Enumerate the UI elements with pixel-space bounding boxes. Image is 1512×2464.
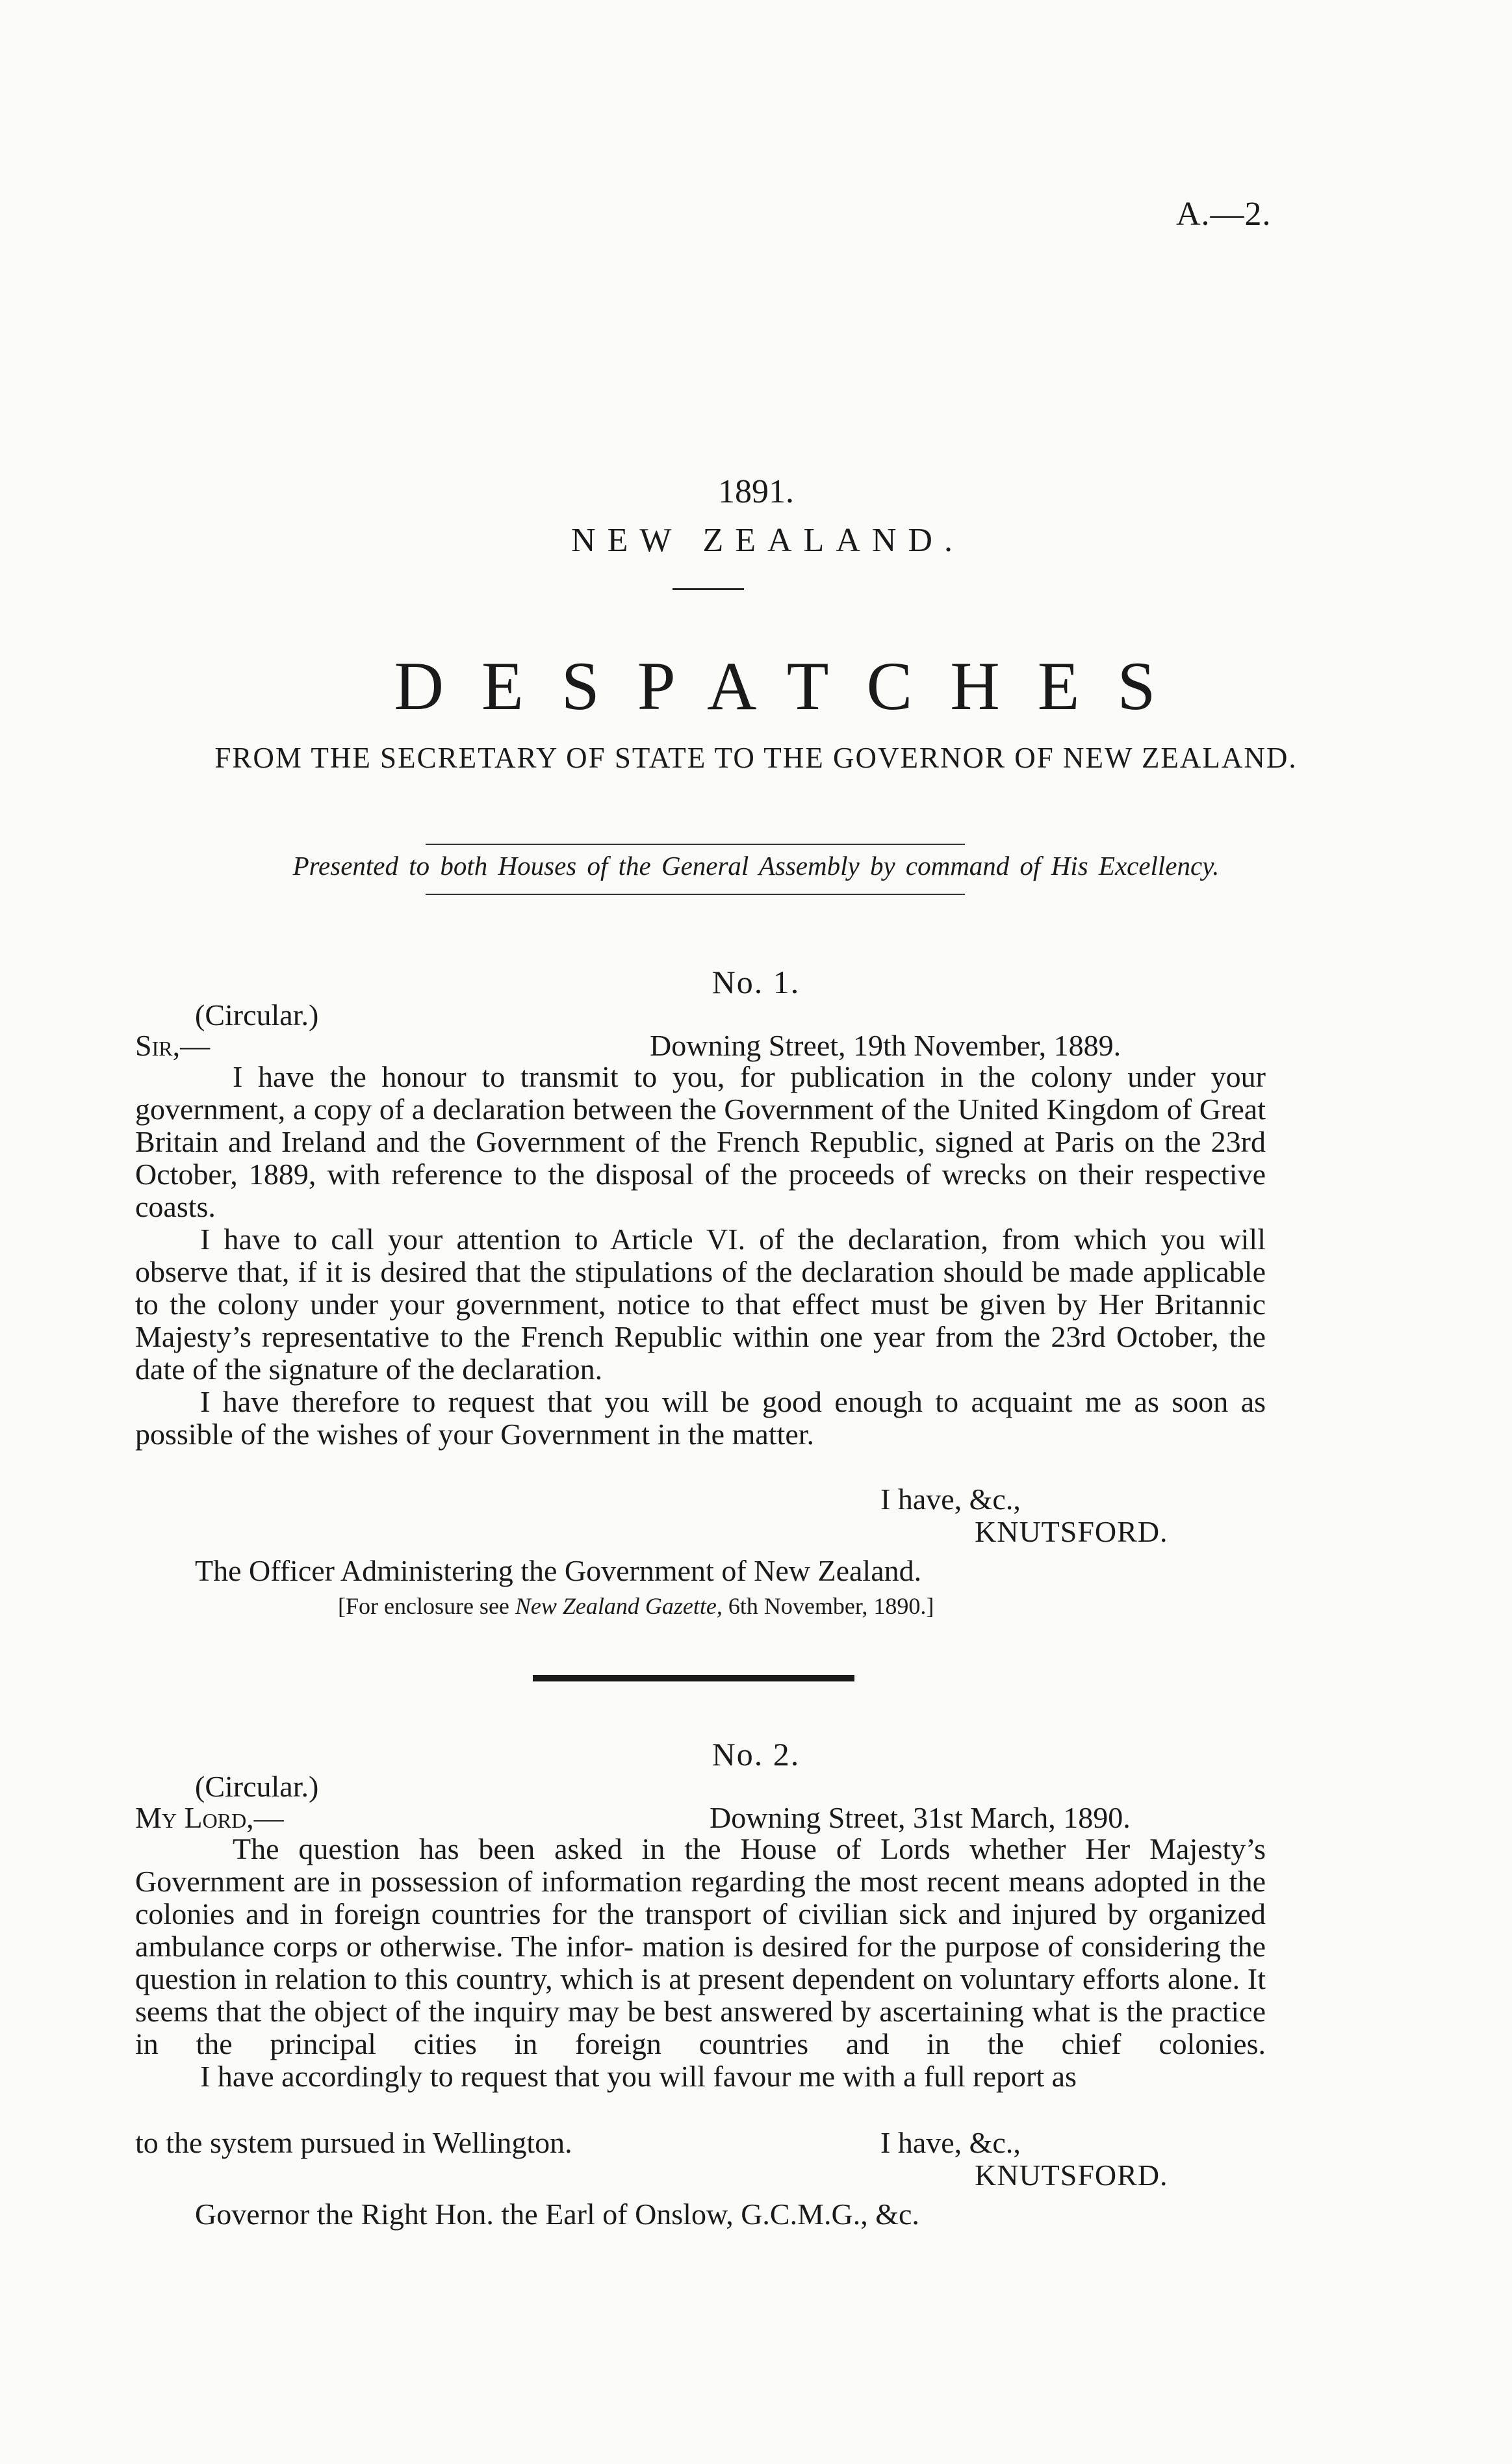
text-line: Republic within one year from the 23rd October, the date of the signature of the xyxy=(135,1320,1266,1386)
section-divider xyxy=(533,1675,854,1681)
country-heading: NEW ZEALAND. xyxy=(571,522,964,559)
despatch-2-closing: I have, &c., xyxy=(880,2126,1021,2159)
text-line: practice in the principal cities in foreign countries and in the chief colonies. xyxy=(135,1995,1266,2060)
enclosure-publication: New Zealand Gazette, xyxy=(515,1593,723,1619)
text-line: I have therefore to request that you will be good enough to acquaint me xyxy=(200,1385,1122,1418)
text-line: I have accordingly to request that you will favour me with a full report as xyxy=(200,2060,1077,2093)
despatch-1-closing: I have, &c., xyxy=(880,1483,1021,1516)
despatch-1-signature: KNUTSFORD. xyxy=(975,1515,1168,1548)
enclosure-suffix: 6th November, 1890.] xyxy=(722,1593,934,1619)
text-line: you will observe that, if it is desired that the stipulations of the declaration xyxy=(135,1223,1266,1288)
text-line: Majesty’s Government are in possession of information regarding the most recent xyxy=(135,1832,1266,1898)
text-line: the disposal of the proceeds of wrecks on their respective coasts. xyxy=(135,1158,1266,1223)
text-line: as soon as possible of the wishes of your Government in the matter. xyxy=(135,1385,1266,1451)
despatch-1-salutation: Sir,— xyxy=(135,1029,211,1062)
short-rule xyxy=(673,588,744,590)
despatch-2-type: (Circular.) xyxy=(195,1770,319,1803)
text-line: country, which is at present dependent on voluntary efforts alone. It seems xyxy=(135,1962,1266,2028)
text-line: that the object of the inquiry may be best answered by ascertaining what is the xyxy=(216,1995,1163,2028)
despatch-1-paragraph xyxy=(135,1061,1266,1223)
despatch-1-addressee: The Officer Administering the Government of New Zealand. xyxy=(195,1554,922,1587)
text-line: effect must be given by Her Britannic Majesty’s representative to the French xyxy=(135,1288,1266,1353)
text-line: civilian sick and injured by organized ambulance corps or otherwise. The infor- xyxy=(135,1897,1266,1963)
despatch-1-paragraph xyxy=(135,1386,1266,1451)
despatch-2-body xyxy=(135,1833,1266,2093)
text-line: I have the honour to transmit to you, for publication in the colony xyxy=(233,1060,1112,1093)
despatch-2-signature: KNUTSFORD. xyxy=(975,2159,1168,2192)
despatch-2-paragraph xyxy=(135,1833,1266,2060)
despatch-1-number: No. 1. xyxy=(711,964,801,1000)
text-line: The question has been asked in the House of Lords whether Her xyxy=(233,1832,1131,1865)
despatch-1-place-date: Downing Street, 19th November, 1889. xyxy=(650,1029,1121,1062)
presented-rule-bottom xyxy=(426,894,965,895)
despatch-2-paragraph xyxy=(135,2060,1266,2093)
presented-rule-top xyxy=(426,844,965,845)
despatch-2-last-line: to the system pursued in Wellington. xyxy=(135,2126,572,2159)
despatch-1-type: (Circular.) xyxy=(195,998,319,1031)
despatch-1-body xyxy=(135,1061,1266,1451)
text-line: means adopted in the colonies and in foreign countries for the transport of xyxy=(135,1865,1266,1930)
text-line: under your government, a copy of a declaration between the Government of the xyxy=(135,1060,1266,1126)
enclosure-prefix: [For enclosure see xyxy=(338,1593,515,1619)
text-line: I have to call your attention to Article VI. of the declaration, from which xyxy=(200,1223,1147,1256)
despatch-1-paragraph xyxy=(135,1223,1266,1386)
document-subtitle: FROM THE SECRETARY OF STATE TO THE GOVERNOR OF NEW ZEALAND. xyxy=(214,742,1298,774)
text-line: French Republic, signed at Paris on the 23rd October, 1889, with reference to xyxy=(135,1125,1266,1191)
presented-line: Presented to both Houses of the General Assembly by command of His Excellency. xyxy=(292,851,1220,881)
page-reference: A.—2. xyxy=(1176,196,1272,233)
despatch-2-addressee: Governor the Right Hon. the Earl of Onslow, G.C.M.G., &c. xyxy=(195,2198,919,2231)
text-line: should be made applicable to the colony under your government, notice to that xyxy=(135,1255,1266,1321)
text-line: United Kingdom of Great Britain and Ireland and the Government of the xyxy=(135,1093,1266,1158)
publication-year: 1891. xyxy=(718,473,794,510)
despatch-2-salutation: My Lord,— xyxy=(135,1801,284,1834)
text-line: mation is desired for the purpose of considering the question in relation to this xyxy=(135,1930,1266,1995)
enclosure-note xyxy=(338,1592,934,1620)
despatch-2-number: No. 2. xyxy=(711,1736,801,1772)
document-title: DESPATCHES xyxy=(394,648,1194,724)
despatch-2-place-date: Downing Street, 31st March, 1890. xyxy=(710,1801,1131,1834)
text-line: declaration. xyxy=(462,1353,603,1386)
